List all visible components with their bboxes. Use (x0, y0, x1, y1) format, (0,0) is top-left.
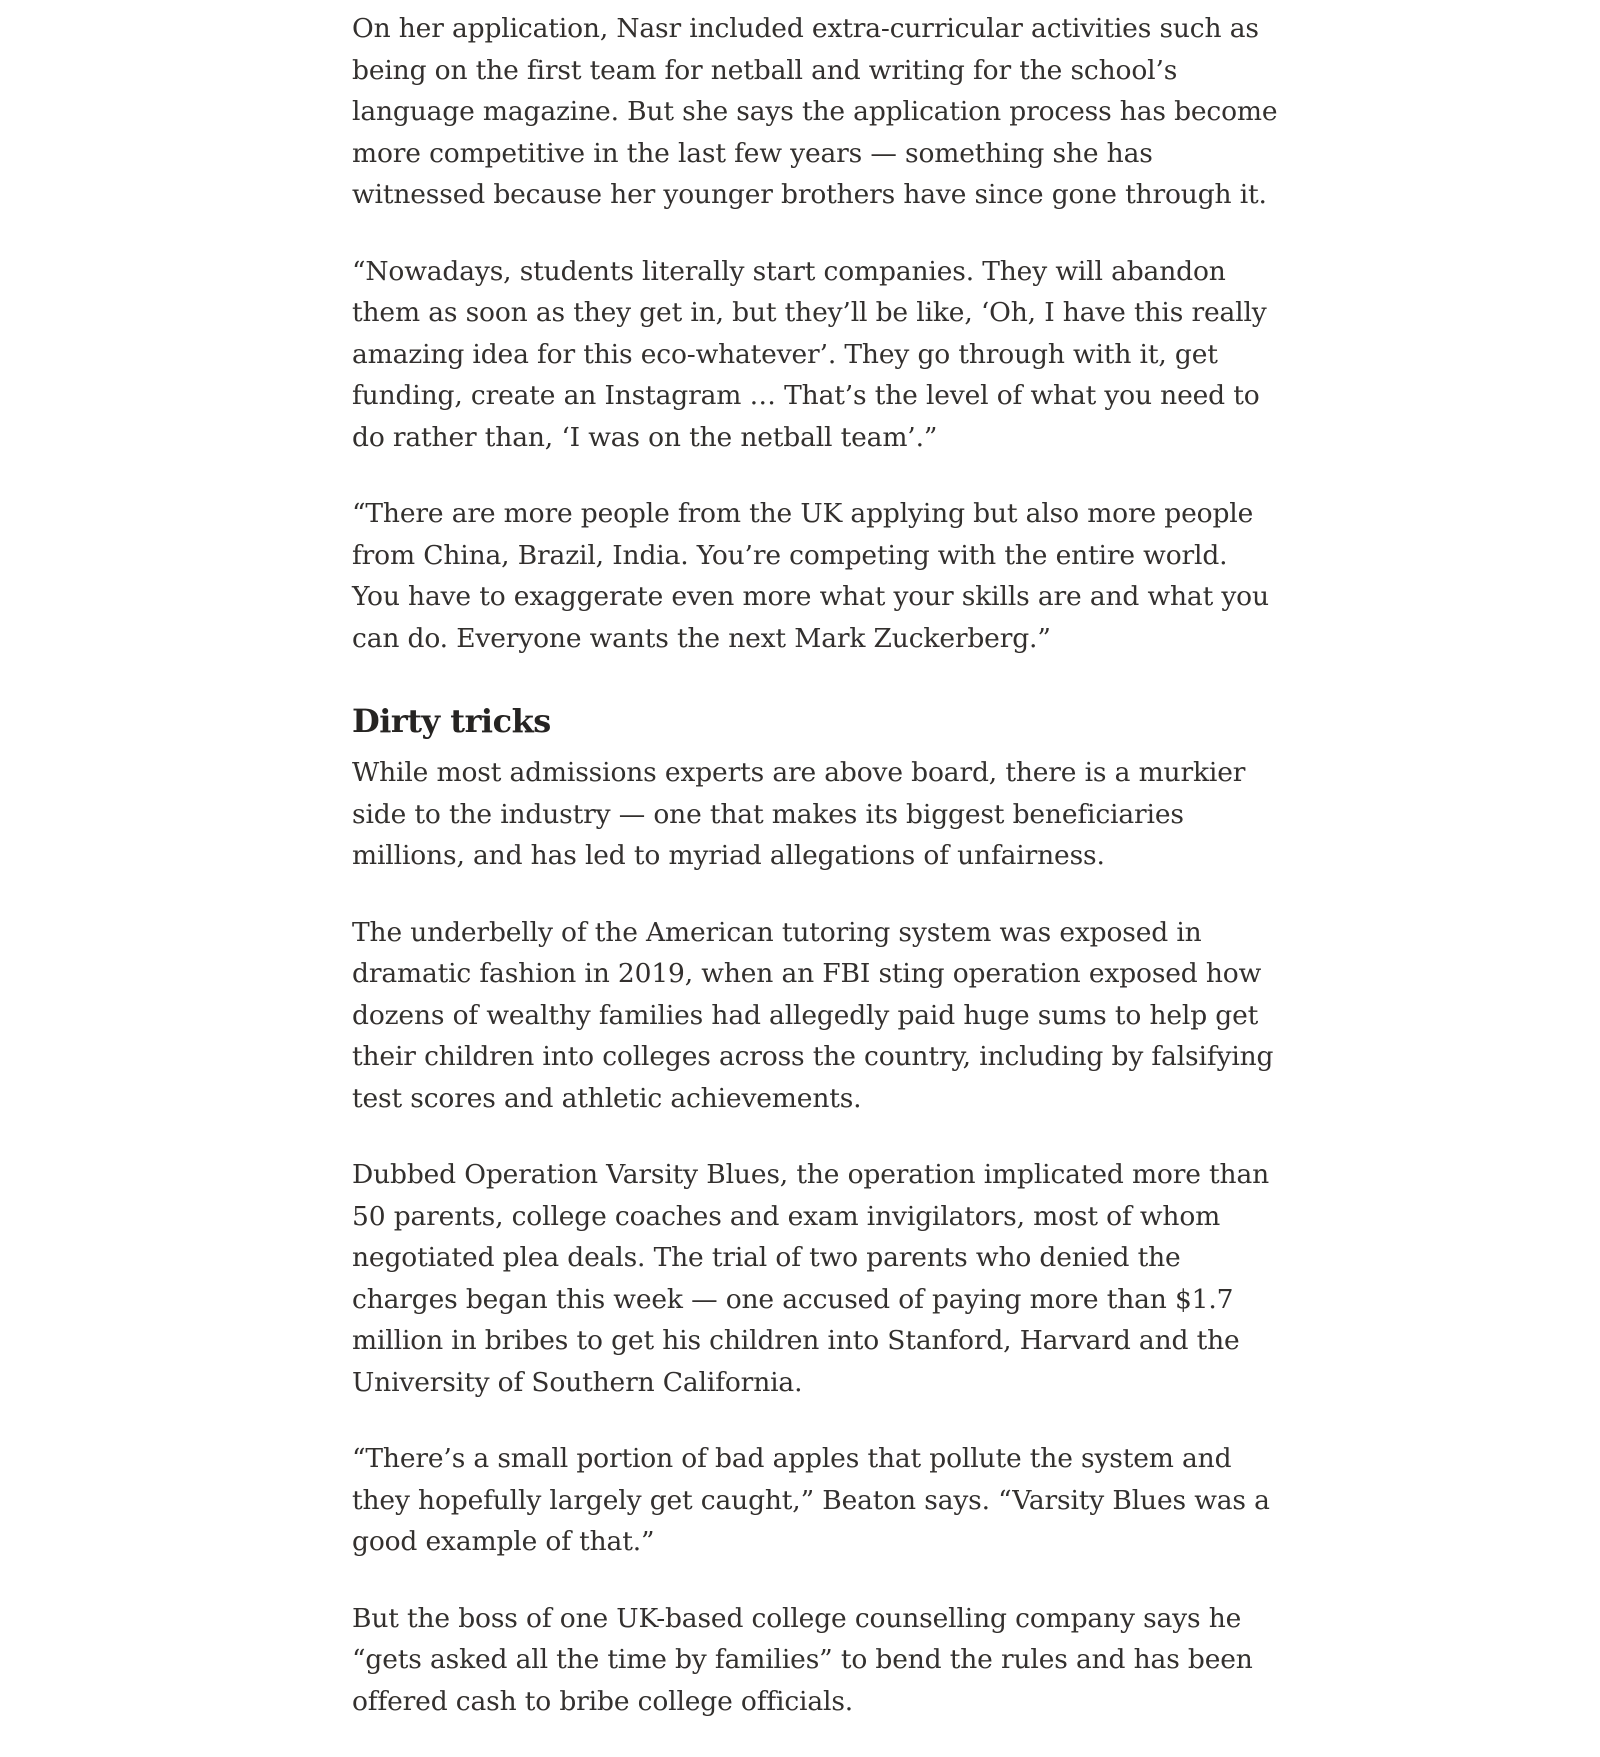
paragraph-competing-world: “There are more people from the UK applying but also more people from China, Brazil, India. You’re competing with the entire world. You have to exaggerate even more what your skills are and what you can do. Everyone wants the next Mark Zuckerberg.” (352, 498, 1269, 654)
paragraph-murkier-side: While most admissions experts are above board, there is a murkier side to the industry — one that makes its biggest beneficiaries millions, and has led to myriad allegations of unfairness. (352, 757, 1246, 871)
paragraph-nasr-application: On her application, Nasr included extra-curricular activities such as being on the first team for netball and writing for the school’s language magazine. But she says the application process has become more competitive in the last few years — something she has witnessed because her younger brothers have since gone through it. (352, 13, 1278, 210)
paragraph-students-start-companies: “Nowadays, students literally start companies. They will abandon them as soon as they get in, but they’ll be like, ‘Oh, I have this really amazing idea for this eco-whatever’. They go through with it, get funding, create an Instagram … That’s the level of what you need to do rather than, ‘I was on the netball team’.” (352, 255, 1267, 453)
paragraph-bad-apples: “There’s a small portion of bad apples that pollute the system and they hopefully largely get caught,” Beaton says. “Varsity Blues was a good example of that.” (352, 1443, 1270, 1557)
paragraph-varsity-blues: Dubbed Operation Varsity Blues, the operation implicated more than 50 parents, college coaches and exam invigilators, most of whom negotiated plea deals. The trial of two parents who denied the charges began this week — one accused of paying more than $1.7 million in bribes to get his children into Stanford, Harvard and the University of Southern California. (352, 1159, 1270, 1398)
article-body (352, 8, 1282, 1757)
paragraph-underbelly: The underbelly of the American tutoring system was exposed in dramatic fashion in 2019, when an FBI sting operation exposed how dozens of wealthy families had allegedly paid huge sums to help get their children into colleges across the country, including by falsifying test scores and athletic achievements. (352, 916, 1274, 1114)
paragraph-uk-counselling: But the boss of one UK-based college counselling company says he “gets asked all the time by families” to bend the rules and has been offered cash to bribe college officials. (352, 1602, 1253, 1717)
subheading-dirty-tricks: Dirty tricks (352, 702, 551, 740)
